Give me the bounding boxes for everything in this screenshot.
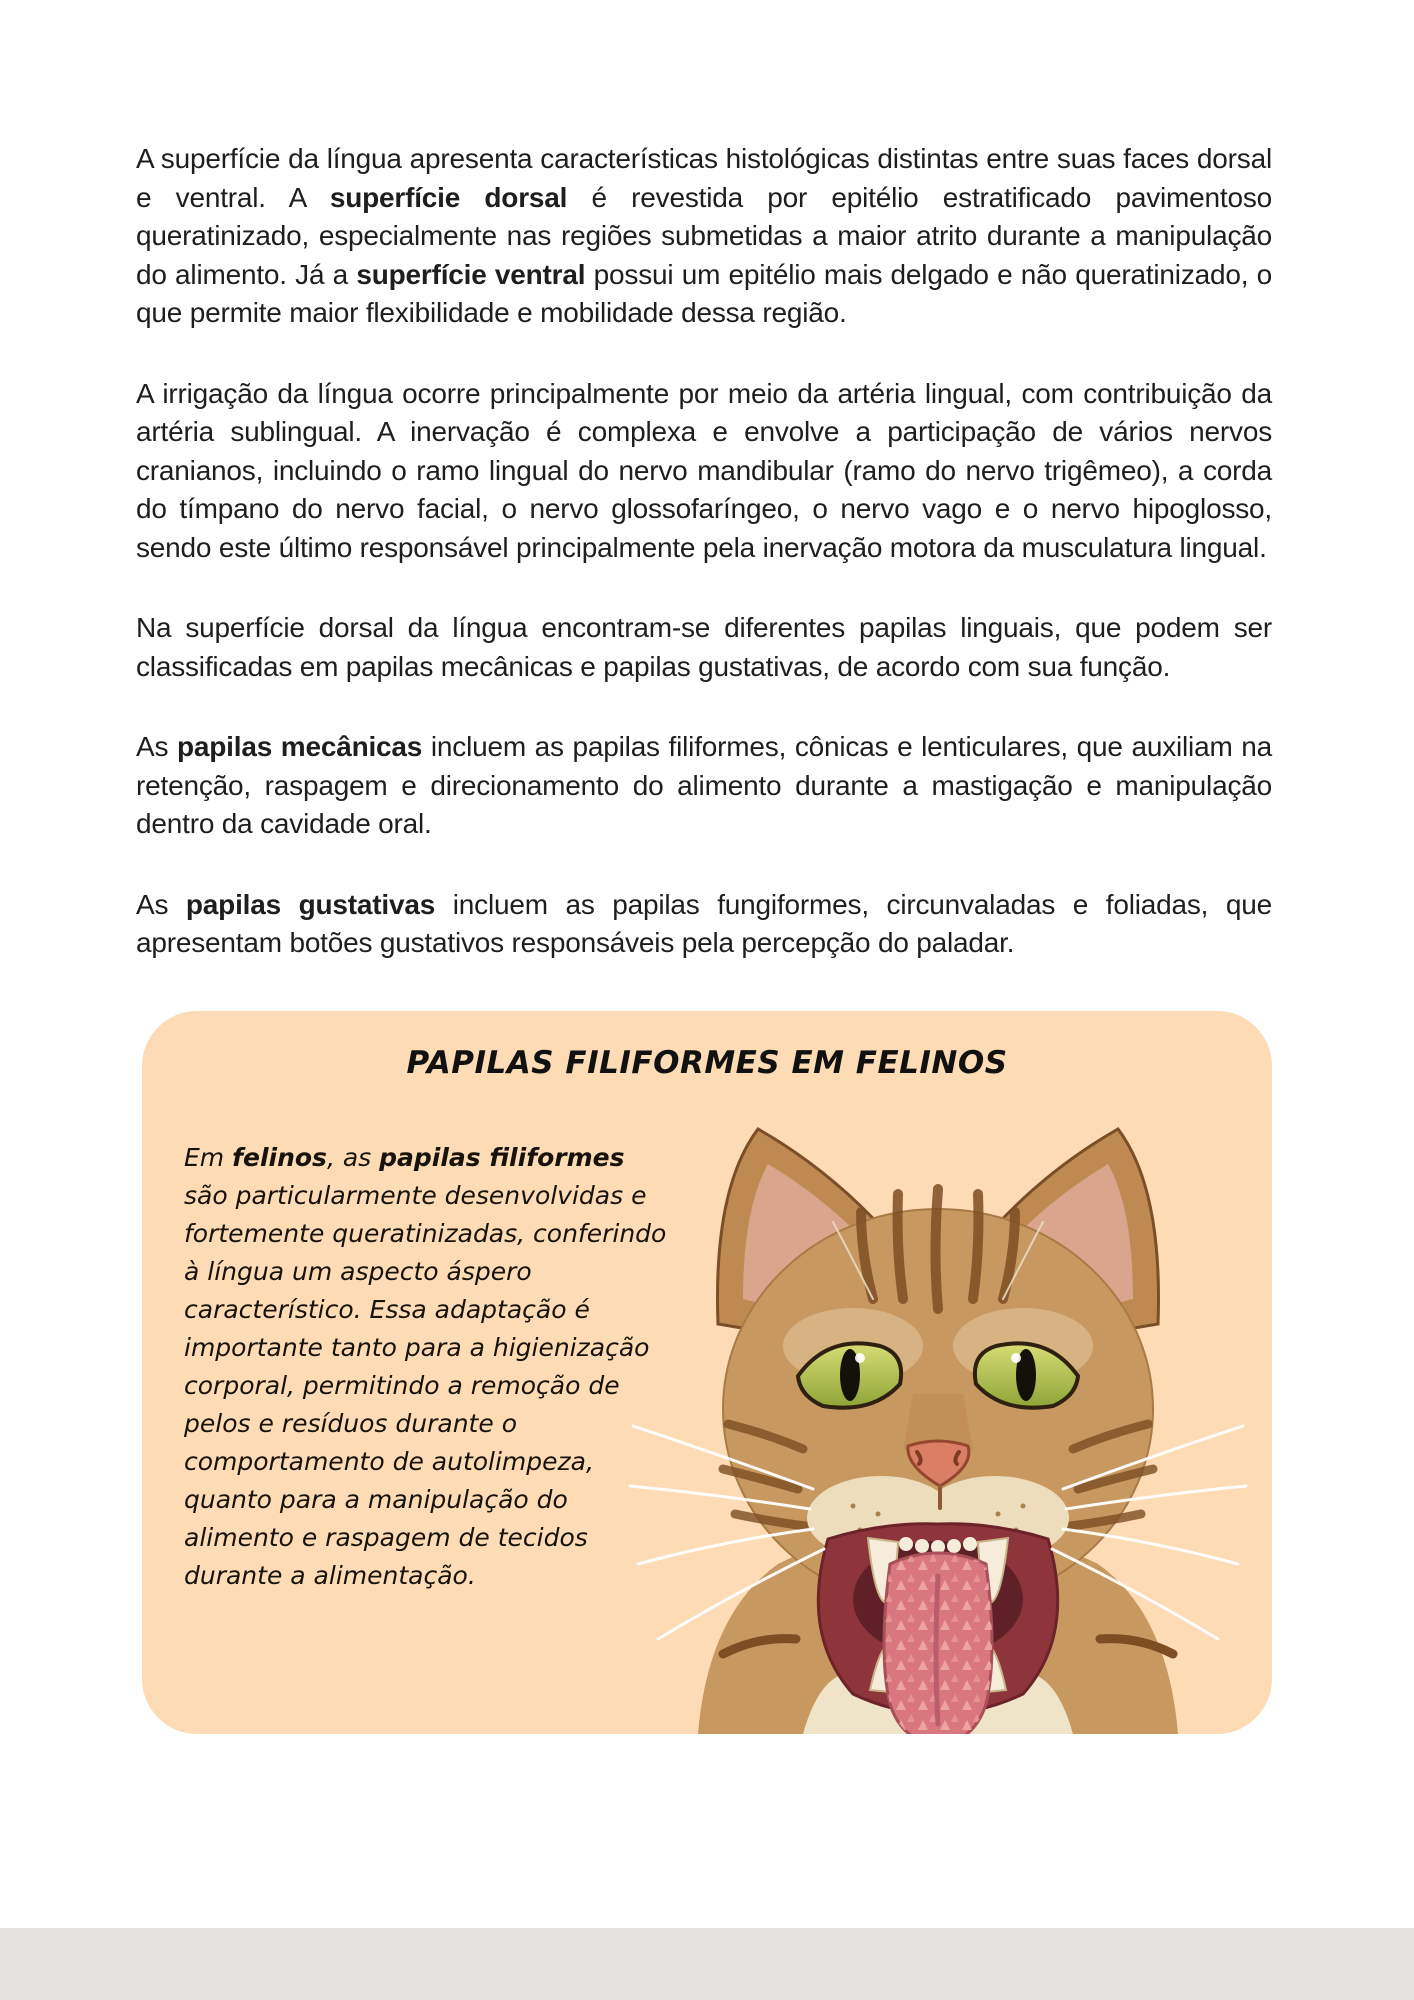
page-bottom-strip: [0, 1928, 1414, 2000]
paragraph-irrigation-innervation: A irrigação da língua ocorre principalmente por meio da artéria lingual, com contribuição da artéria sublingual. A inervação é complexa e envolve a participação de vários nervos cranianos, incluindo o ramo lingual do nervo mandibular (ramo do nervo trigêmeo), a corda do tímpano do nervo facial, o nervo glossofaríngeo, o nervo vago e o nervo hipoglosso, sendo este último responsável principalmente pela inervação motora da musculatura lingual.: [136, 377, 1272, 563]
card-title: PAPILAS FILIFORMES EM FELINOS: [406, 1044, 1008, 1081]
paragraph-papillae-intro: Na superfície dorsal da língua encontram-se diferentes papilas linguais, que podem ser classificadas em papilas mecânicas e papilas gustativas, de acordo com sua função.: [136, 612, 1272, 682]
paragraph-mechanical-papillae: As papilas mecânicas incluem as papilas filiformes, cônicas e lenticulares, que auxiliam na retenção, raspagem e direcionamento do alimento durante a mastigação e manipulação dentro da cavidade oral.: [136, 731, 1273, 839]
article-body: [136, 0, 1272, 1734]
card-body-text: Em felinos, as papilas filiformes são particularmente desenvolvidas e fortemente queratinizadas, conferindo à língua um aspecto áspero característico. Essa adaptação é importante tanto para a higienização corporal, permitindo a remoção de pelos e resíduos durante o comportamento de autolimpeza, quanto para a manipulação do alimento e raspagem de tecidos durante a alimentação.: [184, 1142, 667, 1590]
paragraph-tongue-surfaces: A superfície da língua apresenta características histológicas distintas entre suas faces dorsal e ventral. A superfície dorsal é revestida por epitélio estratificado pavimentoso queratinizado, especialmente nas regiões submetidas a maior atrito durante a manipulação do alimento. Já a superfície ventral possui um epitélio mais delgado e não queratinizado, o que permite maior flexibilidade e mobilidade dessa região.: [136, 143, 1273, 328]
paragraph-gustatory-papillae: As papilas gustativas incluem as papilas fungiformes, circunvaladas e foliadas, que apresentam botões gustativos responsáveis pela percepção do paladar.: [136, 888, 1272, 958]
feline-papillae-card: [142, 1011, 1272, 1734]
cat-illustration: [628, 1094, 1268, 1734]
